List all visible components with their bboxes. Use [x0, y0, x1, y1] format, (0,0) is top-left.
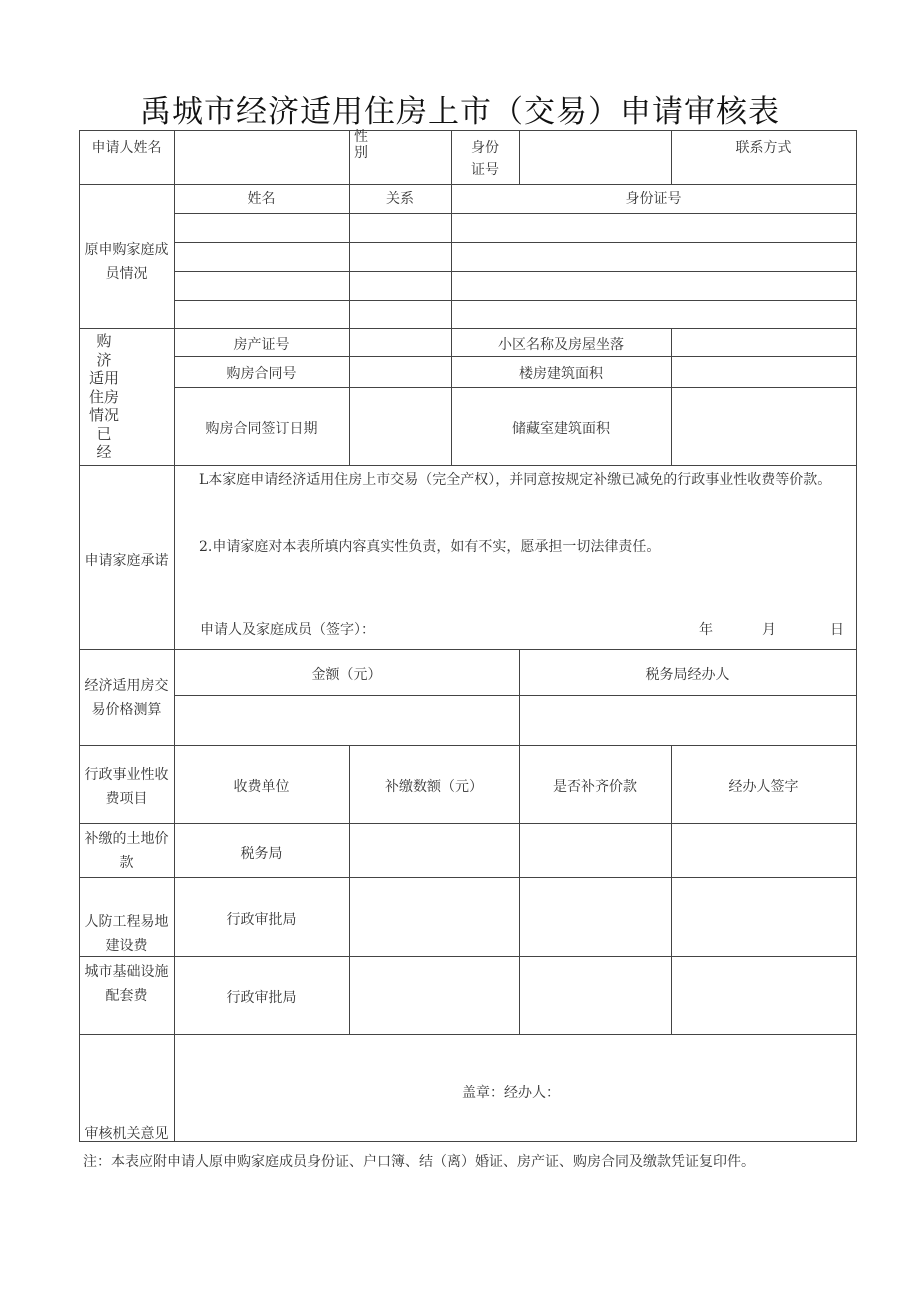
id-number-label: 身份 证号: [471, 140, 499, 178]
property-cert-label: 房产证号: [233, 337, 290, 353]
family-col-name: 姓名: [247, 191, 276, 207]
footnote: 注：本表应附申请人原申购家庭成员身份证、户口簿、结（离）婚证、房产证、购房合同及缴款凭证复印件。: [83, 1154, 755, 1170]
applicant-name-label: 申请人姓名: [91, 140, 162, 156]
date-year: 年: [699, 622, 713, 638]
contract-date-label: 购房合同签订日期: [205, 421, 318, 437]
gender-label: 性 別: [354, 129, 368, 161]
land-payment-label: 补缴的土地价 款: [84, 831, 169, 871]
family-col-relation: 关系: [386, 191, 414, 207]
civil-defense-fee-unit: 行政审批局: [226, 912, 297, 928]
review-opinion-label: 审核机关意见: [84, 1126, 169, 1142]
house-info-label: 购 济 适用 住房 情况 已 经: [88, 332, 119, 461]
land-payment-unit: 税务局: [240, 846, 283, 862]
contract-number-label: 购房合同号: [226, 366, 297, 382]
settled-header: 是否补齐价款: [553, 779, 637, 795]
promise-label: 申请家庭承诺: [84, 553, 169, 569]
infrastructure-fee-unit: 行政审批局: [226, 990, 297, 1006]
contact-label: 联系方式: [735, 140, 792, 156]
admin-fees-label: 行政事业性收 费项目: [84, 767, 169, 807]
fee-unit-header: 收费单位: [233, 779, 290, 795]
amount-label: 金额（元）: [311, 667, 382, 683]
date-month: 月: [762, 622, 776, 638]
handler-sign-header: 经办人签字: [728, 779, 799, 795]
family-col-id: 身份证号: [625, 191, 682, 207]
infrastructure-fee-label: 城市基础设施 配套费: [84, 964, 169, 1004]
storage-area-label: 储藏室建筑面积: [512, 421, 610, 437]
promise-clause-1: L本家庭申请经济适用住房上市交易（完全产权），并同意按规定补缴已减免的行政事业性收费等价款。: [199, 472, 832, 488]
page-title: 禹城市经济适用住房上市（交易）申请审核表: [140, 94, 780, 130]
building-area-label: 楼房建筑面积: [519, 366, 603, 382]
signature-label: 申请人及家庭成员（签字）：: [200, 622, 375, 638]
stamp-handler-label: 盖章：经办人：: [462, 1085, 560, 1101]
date-day: 日: [830, 622, 844, 638]
civil-defense-fee-label: 人防工程易地 建设费: [84, 914, 169, 954]
family-members-label: 原申购家庭成 员情况: [84, 242, 169, 282]
tax-handler-label: 税务局经办人: [645, 667, 730, 683]
community-address-label: 小区名称及房屋坐落: [498, 337, 624, 353]
promise-clause-2: 2.申请家庭对本表所填内容真实性负责，如有不实，愿承担一切法律责任。: [199, 539, 661, 555]
price-calc-label: 经济适用房交 易价格测算: [84, 678, 169, 718]
paid-amount-header: 补缴数额（元）: [385, 779, 483, 795]
